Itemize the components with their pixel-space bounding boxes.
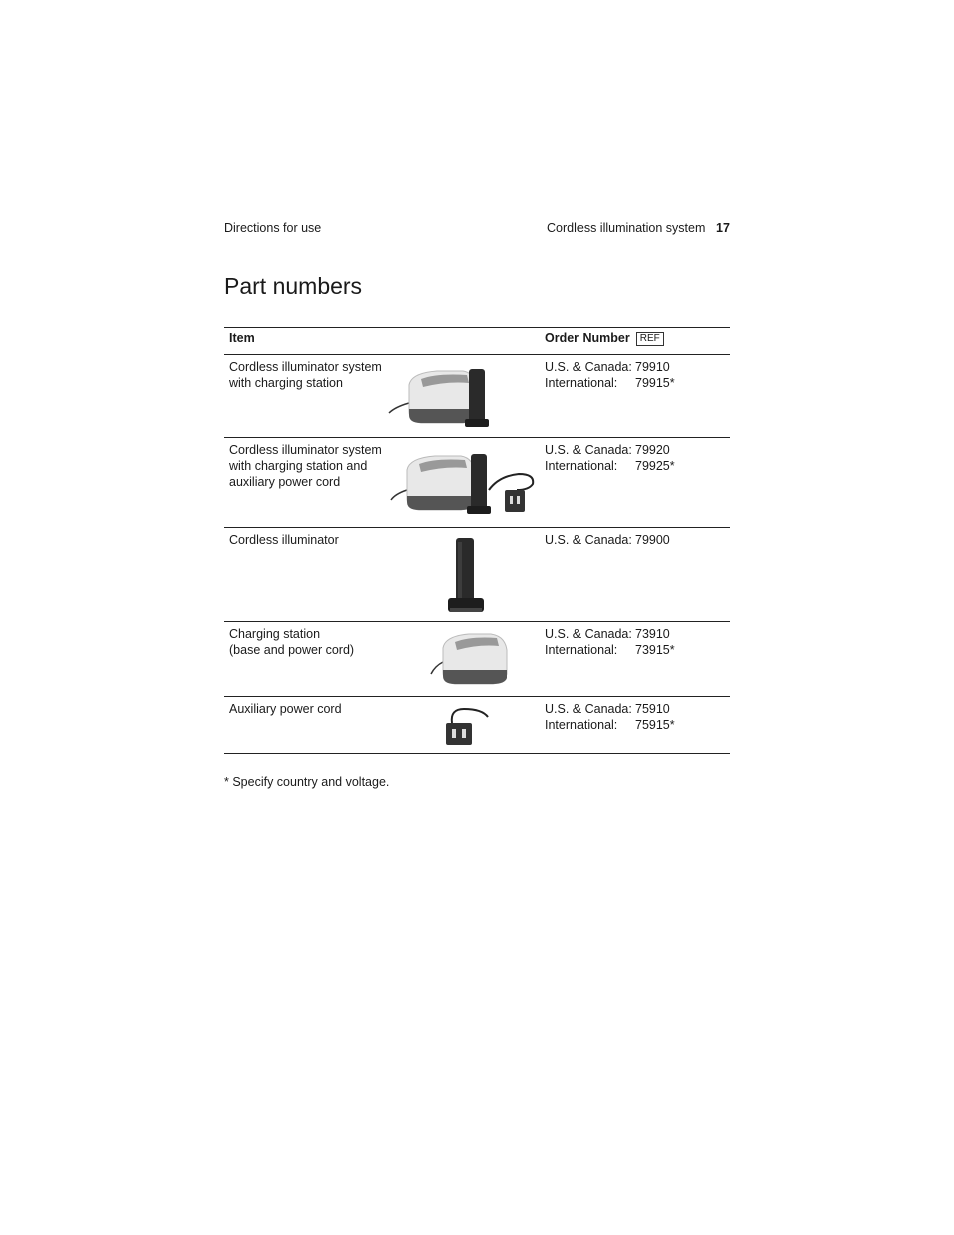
footnote: * Specify country and voltage. xyxy=(224,775,390,789)
table-row xyxy=(224,438,730,528)
item-description: Cordless illuminator xyxy=(229,533,339,547)
order-numbers xyxy=(545,701,675,733)
order-numbers xyxy=(545,626,675,658)
order-line: U.S. & Canada: 79920 xyxy=(545,443,670,457)
page-number: 17 xyxy=(716,221,730,235)
illuminator-system-image xyxy=(387,361,527,433)
order-line: U.S. & Canada: 75910 xyxy=(545,702,670,716)
order-numbers xyxy=(545,359,675,391)
auxiliary-power-cord-image xyxy=(442,703,492,749)
table-row xyxy=(224,528,730,622)
order-line: International: 75915* xyxy=(545,718,675,732)
item-description: Charging station (base and power cord) xyxy=(229,627,355,657)
item-description: Cordless illuminator system with charging station xyxy=(229,360,382,390)
order-numbers xyxy=(545,532,670,548)
order-line: U.S. & Canada: 73910 xyxy=(545,627,670,641)
illuminator-system-with-cord-image xyxy=(389,446,539,522)
order-line: U.S. & Canada: 79900 xyxy=(545,533,670,547)
table-row xyxy=(224,697,730,754)
item-description: Cordless illuminator system with charging station and auxiliary power cord xyxy=(229,443,382,489)
table-header xyxy=(224,328,730,355)
part-numbers-table xyxy=(224,327,730,754)
column-header-order-number xyxy=(545,331,664,346)
order-line: International: 73915* xyxy=(545,643,675,657)
order-line: International: 79915* xyxy=(545,376,675,390)
charging-station-image xyxy=(429,628,519,692)
page-title: Part numbers xyxy=(224,273,363,299)
ref-symbol: REF xyxy=(636,332,664,346)
running-header-left: Directions for use xyxy=(224,221,322,235)
cordless-illuminator-image xyxy=(444,536,488,616)
column-header-item: Item xyxy=(229,331,255,345)
table-row xyxy=(224,622,730,697)
running-header-right: Cordless illumination system xyxy=(547,221,706,235)
order-line: U.S. & Canada: 79910 xyxy=(545,360,670,374)
order-line: International: 79925* xyxy=(545,459,675,473)
table-row xyxy=(224,355,730,438)
order-number-label: Order Number xyxy=(545,331,630,345)
order-numbers xyxy=(545,442,675,474)
item-description: Auxiliary power cord xyxy=(229,702,342,716)
